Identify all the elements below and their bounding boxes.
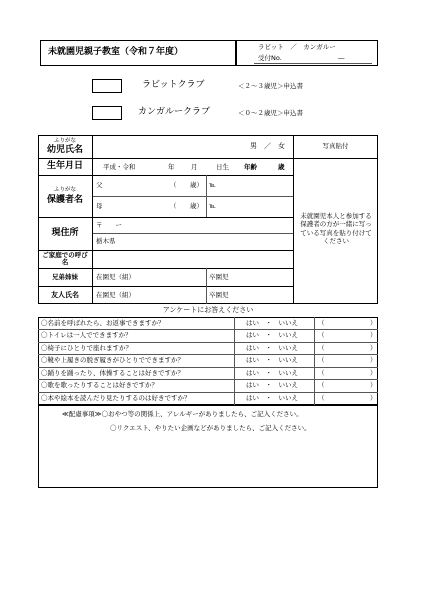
address-label: 現住所 [51,228,79,238]
survey-row-line [38,379,378,380]
home-name-label: ご家庭での呼び名 [42,251,88,267]
mother-age-open: （ [170,202,177,210]
kangaroo-checkbox[interactable] [92,106,122,120]
survey-note[interactable]: （ ） [318,356,377,364]
child-name-label: 幼児氏名 [46,145,83,155]
receipt-label: 受付No. [258,54,282,62]
survey-question: 〇本や絵本を読んだり見たりするのは好きですか？ [41,394,191,402]
label-column-line [92,135,93,304]
mother-label: 母 [96,202,103,210]
survey-row-line [38,392,378,393]
survey-question: 〇トイレは一人でできますか？ [41,331,132,339]
survey-question: 〇歌を歌ったりすることは好きですか？ [41,381,158,389]
survey-choice[interactable]: はい ・ いいえ [246,319,298,327]
class-line: ラビット ／ カンガルー [258,43,336,51]
page-title: 未就園児親子教室（令和７年度） [48,47,184,57]
friends-graduate: 卒園児 [209,291,229,299]
survey-question: 〇名前を呼ばれたら、お返事できますか？ [41,319,165,327]
survey-question: 〇靴や上履きの脱ぎ履きがひとりでできますか？ [41,356,184,364]
birthday-year: 年 [168,163,175,171]
row-line [38,175,293,176]
tel-column-line [206,175,207,217]
mother-tel-label: ℡ [209,202,216,210]
kangaroo-club-note: ＜０～２歳児＞申込書 [238,109,303,117]
survey-note[interactable]: （ ） [318,381,377,389]
survey-note[interactable]: （ ） [318,394,377,402]
birthday-month: 月 [191,163,198,171]
photo-header-line [293,158,378,159]
survey-choice[interactable]: はい ・ いいえ [246,381,298,389]
rabbit-club-name: ラビットクラブ [142,80,205,90]
receipt-value: ― [338,54,345,62]
guardian-furigana-label: ふりがな [53,187,76,193]
rabbit-checkbox[interactable] [92,79,122,93]
mother-age-close: 歳） [190,202,203,210]
row-line [38,158,293,159]
row-line [92,233,293,234]
postal-code: 〒 ー [96,221,122,229]
father-label: 父 [96,181,103,189]
child-furigana-label: ふりがな [53,138,76,144]
photo-instruction: 未就園児本人と参加する保護者の方が一緒に写っている写真を貼り付けてください [300,212,372,246]
photo-header: 写真貼付 [322,142,349,150]
prefecture: 栃木県 [96,237,116,245]
father-tel-label: ℡ [209,181,216,189]
father-age-open: （ [170,181,177,189]
photo-column-line [293,135,294,304]
survey-row-line [38,342,378,343]
friends-current: 在園児（組） [96,291,135,299]
survey-note[interactable]: （ ） [318,319,377,327]
survey-note[interactable]: （ ） [318,344,377,352]
survey-row-line [38,354,378,355]
birthday-label: 生年月日 [46,161,83,171]
siblings-current: 在園児（組） [96,273,135,281]
survey-choice[interactable]: はい ・ いいえ [246,331,298,339]
friends-label: 友人氏名 [51,291,79,299]
notes-allergy: ≪配慮事項≫〇おやつ等の関係上、アレルギーがありましたら、ご記入ください。 [62,410,303,418]
siblings-label: 兄弟姉妹 [52,273,78,281]
gender-choice[interactable]: 男 ／ 女 [250,142,285,150]
survey-header: アンケートにお答えください [162,306,254,314]
survey-choice[interactable]: はい ・ いいえ [246,369,298,377]
guardian-name-label: 保護者名 [46,195,83,205]
survey-note[interactable]: （ ） [318,331,377,339]
survey-question: 〇踊りを踊ったり、体操することは好きですか？ [41,369,184,377]
father-age-close: 歳） [190,181,203,189]
row-line [38,268,293,269]
row-line [92,196,293,197]
rabbit-club-note: ＜２～３歳児＞申込書 [238,82,303,90]
birthday-day: 日生 [216,163,229,171]
survey-question: 〇椅子にひとりで座れますか？ [41,344,132,352]
survey-note[interactable]: （ ） [318,369,377,377]
age-unit: 歳 [278,163,285,171]
survey-row-line [38,367,378,368]
kangaroo-club-name: カンガルークラブ [138,107,211,117]
row-line [38,286,293,287]
siblings-graduate: 卒園児 [209,273,229,281]
survey-choice[interactable]: はい ・ いいえ [246,344,298,352]
notes-request: 〇リクエスト、やりたい企画などがありましたら、ご記入ください。 [110,424,311,432]
age-label: 年齢 [244,163,257,171]
survey-choice[interactable]: はい ・ いいえ [246,394,298,402]
graduate-column-line [206,268,207,304]
birthday-era: 平成・令和 [103,163,136,171]
survey-choice[interactable]: はい ・ いいえ [246,356,298,364]
row-line [38,217,293,218]
survey-row-line [38,329,378,330]
receipt-underline [254,63,372,64]
